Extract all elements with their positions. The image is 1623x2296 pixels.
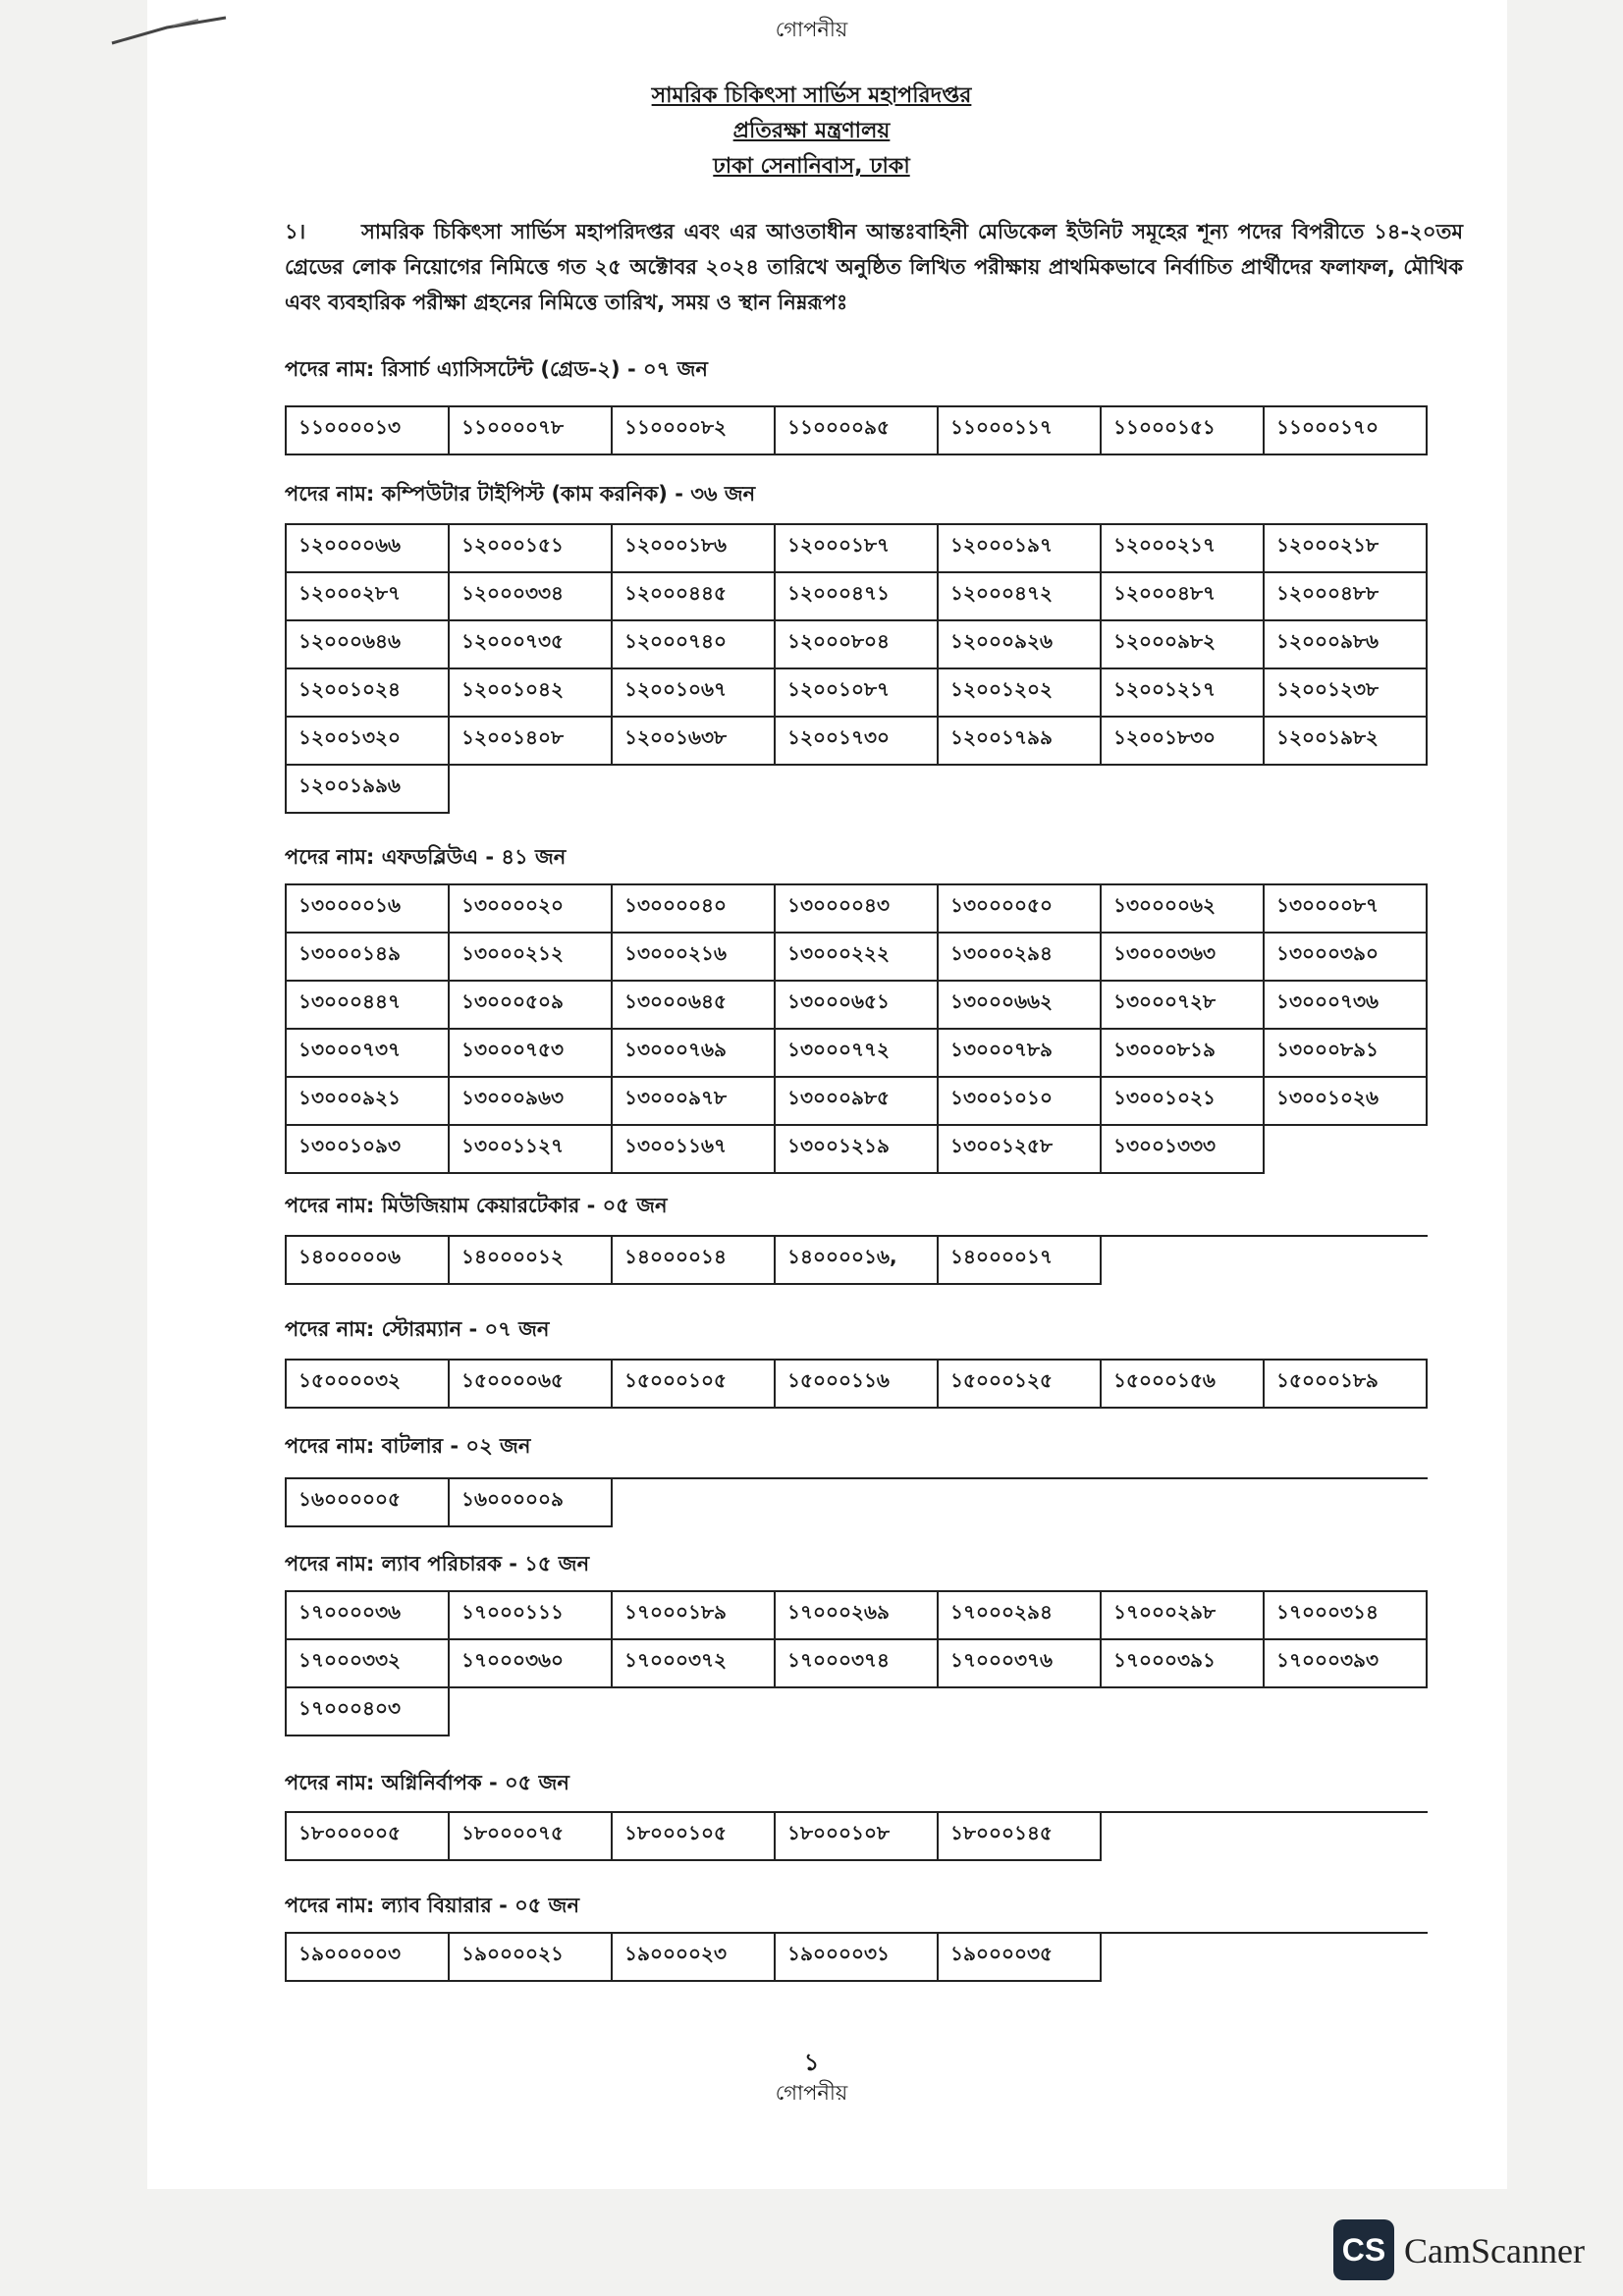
classification-bottom: গোপনীয় [775, 2081, 848, 2105]
roll-cell: ১৩০০০৭৮৯ [939, 1030, 1102, 1078]
roll-cell: ১৫০০০১৫৬ [1102, 1361, 1265, 1409]
roll-cell: ১৩০০১২৫৮ [939, 1126, 1102, 1174]
roll-cell: ১৩০০০৮১৯ [1102, 1030, 1265, 1078]
roll-cell: ১৩০০০২৯৪ [939, 934, 1102, 982]
roll-cell: ১৭০০০৩৭৬ [939, 1640, 1102, 1688]
roll-cell: ১২০০১০৪২ [450, 669, 613, 718]
roll-cell: ১২০০১৩২০ [287, 718, 450, 766]
roll-cell: ১৭০০০২৯৮ [1102, 1592, 1265, 1640]
classification-top: গোপনীয় [775, 18, 848, 41]
roll-cell: ১৩০০১১৬৭ [613, 1126, 776, 1174]
page-number: ১ [803, 2049, 820, 2076]
roll-cell: ১২০০১০৬৭ [613, 669, 776, 718]
roll-cell: ১২০০০০৬৬ [287, 525, 450, 573]
roll-cell: ১৯০০০০৩১ [776, 1934, 939, 1982]
roll-table [285, 1235, 1428, 1285]
roll-cell: ১৩০০০০৮৭ [1265, 885, 1428, 934]
roll-cell: ১২০০১২১৭ [1102, 669, 1265, 718]
roll-cell: ১৭০০০৪০৩ [287, 1688, 450, 1736]
roll-cell: ১৩০০০৯৬৩ [450, 1078, 613, 1126]
roll-cell: ১৩০০০৬৫১ [776, 982, 939, 1030]
roll-cell: ১৫০০০১১৬ [776, 1361, 939, 1409]
roll-cell: ১২০০০৯২৬ [939, 621, 1102, 669]
roll-cell: ১২০০০৪৪৫ [613, 573, 776, 621]
roll-cell: ১২০০০৯৮৬ [1265, 621, 1428, 669]
roll-cell: ১৩০০০২১২ [450, 934, 613, 982]
post-title: পদের নাম: স্টোরম্যান - ০৭ জন [285, 1317, 550, 1341]
roll-cell: ১৩০০০৪৪৭ [287, 982, 450, 1030]
post-title: পদের নাম: মিউজিয়াম কেয়ারটেকার - ০৫ জন [285, 1194, 668, 1217]
roll-cell: ১৩০০০১৪৯ [287, 934, 450, 982]
roll-cell: ১১০০০০৮২ [613, 407, 776, 455]
roll-cell: ১১০০০০৯৫ [776, 407, 939, 455]
roll-cell: ১৩০০০০১৬ [287, 885, 450, 934]
roll-cell: ১৪০০০০১৪ [613, 1237, 776, 1285]
paragraph-text: সামরিক চিকিৎসা সার্ভিস মহাপরিদপ্তর এবং এর আওতাধীন আন্তঃবাহিনী মেডিকেল ইউনিট সমূহের শূন্য পদের বিপরীতে ১৪-২০তম গ্রেডের লোক নিয়োগের নিমিত্তে গত ২৫ অক্টোবর ২০২৪ তারিখে অনুষ্ঠিত লিখিত পরীক্ষায় প্রাথমিকভাবে নির্বাচিত প্রার্থীদের ফলাফল, মৌখিক এবং ব্যবহারিক পরীক্ষা গ্রহনের নিমিত্তে তারিখ, সময় ও স্থান নিম্নরূপঃ [285, 220, 1463, 314]
roll-cell: ১৮০০০০০৫ [287, 1813, 450, 1861]
roll-cell: ১৯০০০০৩৫ [939, 1934, 1102, 1982]
post-title: পদের নাম: রিসার্চ এ্যাসিসটেন্ট (গ্রেড-২) - ০৭ জন [285, 357, 708, 381]
roll-cell: ১৭০০০৩১৪ [1265, 1592, 1428, 1640]
roll-cell: ১৭০০০১৮৯ [613, 1592, 776, 1640]
roll-cell: ১২০০১৭৩০ [776, 718, 939, 766]
camscanner-logo-icon: CS [1333, 2219, 1394, 2280]
roll-cell: ১৪০০০০০৬ [287, 1237, 450, 1285]
roll-cell: ১৮০০০১০৫ [613, 1813, 776, 1861]
roll-cell: ১২০০০১৯৭ [939, 525, 1102, 573]
roll-cell: ১৩০০০৭৫৩ [450, 1030, 613, 1078]
roll-cell: ১৩০০০৩৬৩ [1102, 934, 1265, 982]
roll-cell: ১৪০০০০১৭ [939, 1237, 1102, 1285]
roll-cell: ১২০০১৯৯৬ [287, 766, 450, 814]
roll-cell: ১৩০০০৫০৯ [450, 982, 613, 1030]
roll-cell: ১৩০০০০২০ [450, 885, 613, 934]
roll-table [285, 1932, 1428, 1982]
roll-cell: ১৯০০০০০৩ [287, 1934, 450, 1982]
roll-cell: ১৮০০০০৭৫ [450, 1813, 613, 1861]
post-title: পদের নাম: এফডব্লিউএ - ৪১ জন [285, 845, 567, 869]
roll-cell: ১৭০০০৩৯৩ [1265, 1640, 1428, 1688]
roll-cell: ১১০০০০৭৮ [450, 407, 613, 455]
roll-cell: ১৬০০০০০৫ [287, 1479, 450, 1527]
roll-cell: ১৩০০০২১৬ [613, 934, 776, 982]
roll-cell: ১৮০০০১০৮ [776, 1813, 939, 1861]
roll-cell: ১৩০০০৭৩৬ [1265, 982, 1428, 1030]
roll-cell: ১২০০০৪৭১ [776, 573, 939, 621]
post-title: পদের নাম: বাটলার - ০২ জন [285, 1434, 531, 1458]
roll-cell: ১২০০০৮০৪ [776, 621, 939, 669]
roll-cell: ১২০০০৯৮২ [1102, 621, 1265, 669]
roll-cell: ১২০০০৪৮৮ [1265, 573, 1428, 621]
post-title: পদের নাম: ল্যাব পরিচারক - ১৫ জন [285, 1552, 590, 1575]
roll-table [285, 405, 1428, 455]
roll-table [285, 883, 1428, 1174]
roll-cell: ১৭০০০২৯৪ [939, 1592, 1102, 1640]
roll-cell: ১৪০০০০১৬, [776, 1237, 939, 1285]
roll-cell: ১৬০০০০০৯ [450, 1479, 613, 1527]
roll-cell: ১৫০০০১০৫ [613, 1361, 776, 1409]
roll-cell: ১৩০০০৭২৮ [1102, 982, 1265, 1030]
roll-cell: ১৩০০০৮৯১ [1265, 1030, 1428, 1078]
header-org: সামরিক চিকিৎসা সার্ভিস মহাপরিদপ্তর [651, 83, 972, 108]
roll-cell: ১৩০০০০৪০ [613, 885, 776, 934]
roll-cell: ১৩০০১১২৭ [450, 1126, 613, 1174]
roll-cell: ১২০০০৩৩৪ [450, 573, 613, 621]
roll-cell: ১২০০১০২৪ [287, 669, 450, 718]
roll-cell: ১২০০০২৮৭ [287, 573, 450, 621]
roll-cell: ১২০০০৬৪৬ [287, 621, 450, 669]
roll-cell: ১২০০০১৮৭ [776, 525, 939, 573]
roll-cell: ১২০০১২০২ [939, 669, 1102, 718]
roll-cell: ১৭০০০৩৭২ [613, 1640, 776, 1688]
roll-cell: ১৫০০০১২৫ [939, 1361, 1102, 1409]
roll-cell: ১৭০০০৩৭৪ [776, 1640, 939, 1688]
roll-cell: ১৭০০০৩৩২ [287, 1640, 450, 1688]
roll-cell: ১৩০০১২১৯ [776, 1126, 939, 1174]
roll-cell: ১৯০০০০২১ [450, 1934, 613, 1982]
roll-table [285, 1811, 1428, 1861]
roll-cell: ১১০০০১৭০ [1265, 407, 1428, 455]
roll-cell: ১৩০০০৩৯০ [1265, 934, 1428, 982]
roll-cell: ১২০০১২৩৮ [1265, 669, 1428, 718]
roll-cell: ১৩০০০৭৩৭ [287, 1030, 450, 1078]
roll-cell: ১১০০০০১৩ [287, 407, 450, 455]
roll-table [285, 1590, 1428, 1736]
roll-cell: ১২০০১৪০৮ [450, 718, 613, 766]
roll-cell: ১৫০০০০৬৫ [450, 1361, 613, 1409]
roll-cell: ১৩০০০৬৬২ [939, 982, 1102, 1030]
roll-cell: ১৩০০০৭৭২ [776, 1030, 939, 1078]
roll-cell: ১৭০০০০৩৬ [287, 1592, 450, 1640]
roll-cell: ১২০০১৬৩৮ [613, 718, 776, 766]
roll-cell: ১২০০০১৮৬ [613, 525, 776, 573]
roll-cell: ১৭০০০৩৬০ [450, 1640, 613, 1688]
roll-table [285, 1359, 1428, 1409]
roll-cell: ১৩০০০০৫০ [939, 885, 1102, 934]
post-title: পদের নাম: অগ্নিনির্বাপক - ০৫ জন [285, 1771, 569, 1794]
roll-cell: ১৩০০১৩৩৩ [1102, 1126, 1265, 1174]
roll-cell: ১২০০১৯৮২ [1265, 718, 1428, 766]
roll-table [285, 1477, 1428, 1527]
roll-cell: ১২০০০১৫১ [450, 525, 613, 573]
roll-cell: ১৭০০০৩৯১ [1102, 1640, 1265, 1688]
roll-cell: ১৯০০০০২৩ [613, 1934, 776, 1982]
roll-cell: ১২০০০৪৭২ [939, 573, 1102, 621]
paragraph-number: ১। [285, 220, 306, 243]
roll-table [285, 523, 1428, 814]
roll-cell: ১৪০০০০১২ [450, 1237, 613, 1285]
roll-cell: ১৫০০০০৩২ [287, 1361, 450, 1409]
roll-cell: ১২০০০৭৪০ [613, 621, 776, 669]
roll-cell: ১৩০০১০২১ [1102, 1078, 1265, 1126]
roll-cell: ১৩০০০০৬২ [1102, 885, 1265, 934]
roll-cell: ১২০০০২১৭ [1102, 525, 1265, 573]
camscanner-watermark: CamScanner [1404, 2231, 1585, 2270]
roll-cell: ১৩০০১০১০ [939, 1078, 1102, 1126]
roll-cell: ১১০০০১১৭ [939, 407, 1102, 455]
header-location: ঢাকা সেনানিবাস, ঢাকা [713, 154, 910, 179]
roll-cell: ১২০০১৮৩০ [1102, 718, 1265, 766]
roll-cell: ১৩০০০৯২১ [287, 1078, 450, 1126]
roll-cell: ১৩০০০০৪৩ [776, 885, 939, 934]
roll-cell: ১২০০১৭৯৯ [939, 718, 1102, 766]
roll-cell: ১২০০১০৮৭ [776, 669, 939, 718]
roll-cell: ১৩০০০৯৮৫ [776, 1078, 939, 1126]
roll-cell: ১২০০০৪৮৭ [1102, 573, 1265, 621]
roll-cell: ১৩০০০৬৪৫ [613, 982, 776, 1030]
roll-cell: ১২০০০২১৮ [1265, 525, 1428, 573]
post-title: পদের নাম: ল্যাব বিয়ারার - ০৫ জন [285, 1894, 580, 1917]
roll-cell: ১১০০০১৫১ [1102, 407, 1265, 455]
roll-cell: ১৭০০০১১১ [450, 1592, 613, 1640]
roll-cell: ১৩০০০৯৭৮ [613, 1078, 776, 1126]
roll-cell: ১৩০০১০২৬ [1265, 1078, 1428, 1126]
roll-cell: ১৮০০০১৪৫ [939, 1813, 1102, 1861]
post-title: পদের নাম: কম্পিউটার টাইপিস্ট (কাম করনিক) - ৩৬ জন [285, 482, 756, 506]
roll-cell: ১২০০০৭৩৫ [450, 621, 613, 669]
roll-cell: ১৩০০০২২২ [776, 934, 939, 982]
roll-cell: ১৩০০০৭৬৯ [613, 1030, 776, 1078]
roll-cell: ১৩০০১০৯৩ [287, 1126, 450, 1174]
header-ministry: প্রতিরক্ষা মন্ত্রণালয় [732, 119, 891, 143]
roll-cell: ১৫০০০১৮৯ [1265, 1361, 1428, 1409]
roll-cell: ১৭০০০২৬৯ [776, 1592, 939, 1640]
